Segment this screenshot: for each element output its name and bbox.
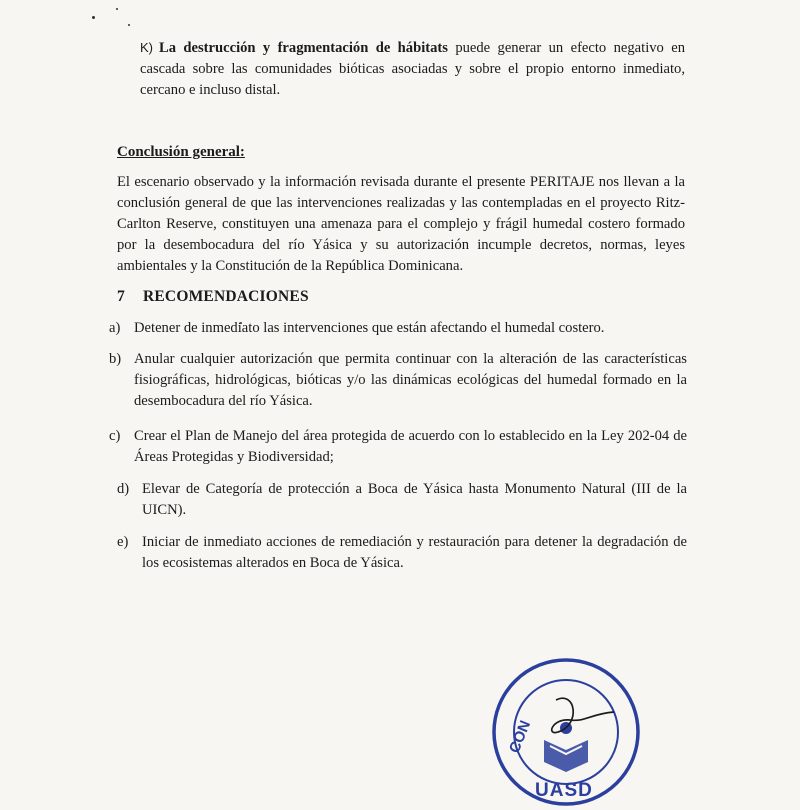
- recommendation-text: Anular cualquier autorización que permita continuar con la alteración de las características fisiográficas, hidrológicas, bióticas y/o las dinámicas ecológicas del humedal formado en la desembocadura del río Yásica.: [134, 351, 687, 409]
- section-number: 7: [117, 288, 125, 305]
- uasd-seal-stamp: [486, 650, 646, 810]
- item-k-paragraph: [140, 37, 685, 101]
- recommendation-label: b): [109, 351, 122, 367]
- recommendation-c: [109, 426, 687, 470]
- stamp-text-top: CON: [505, 718, 535, 756]
- recommendation-text: Detener de inmediato las intervenciones que están afectando el humedal costero.: [134, 320, 605, 336]
- conclusion-heading: Conclusión general:: [117, 144, 245, 160]
- recommendation-label: c): [109, 428, 121, 444]
- recommendation-d: [117, 479, 687, 523]
- recommendation-text: Crear el Plan de Manejo del área protegida de acuerdo con lo establecido en la Ley 202-04 de Áreas Protegidas y Biodiversidad;: [134, 428, 687, 465]
- recommendation-label: a): [109, 320, 121, 336]
- recommendation-label: e): [117, 534, 129, 550]
- stamp-text-bottom: UASD: [535, 780, 593, 801]
- item-k-marker: K): [140, 40, 153, 55]
- recommendation-b: [109, 349, 687, 413]
- recommendations-heading: [117, 288, 309, 306]
- recommendation-text: Iniciar de inmediato acciones de remediación y restauración para detener la degradación de los ecosistemas alterados en Boca de Yásica.: [142, 534, 687, 571]
- item-k-text: puede generar un efecto negativo en cascada sobre las comunidades bióticas asociadas y sobre el propio entorno inmediato, cercano e incluso distal.: [140, 40, 685, 98]
- conclusion-paragraph: El escenario observado y la información revisada durante el presente PERITAJE nos llevan a la conclusión general de que las intervenciones realizadas y las contempladas en el proyecto Ritz-Carlton Reserve, constituyen una amenaza para el complejo y frágil humedal costero formado por la desembocadura del río Yásica y su autorización incumple decretos, normas, leyes ambientales y la Constitución de la República Dominicana.: [117, 174, 685, 274]
- recommendation-e: [117, 532, 687, 576]
- section-title: RECOMENDACIONES: [143, 288, 309, 305]
- recommendation-label: d): [117, 481, 130, 497]
- recommendation-a: [109, 318, 687, 340]
- stamp-crest-icon: [544, 722, 588, 772]
- recommendation-text: Elevar de Categoría de protección a Boca de Yásica hasta Monumento Natural (III de la UICN).: [142, 481, 687, 518]
- item-k-bold-lead: La destrucción y fragmentación de hábitats: [159, 40, 448, 56]
